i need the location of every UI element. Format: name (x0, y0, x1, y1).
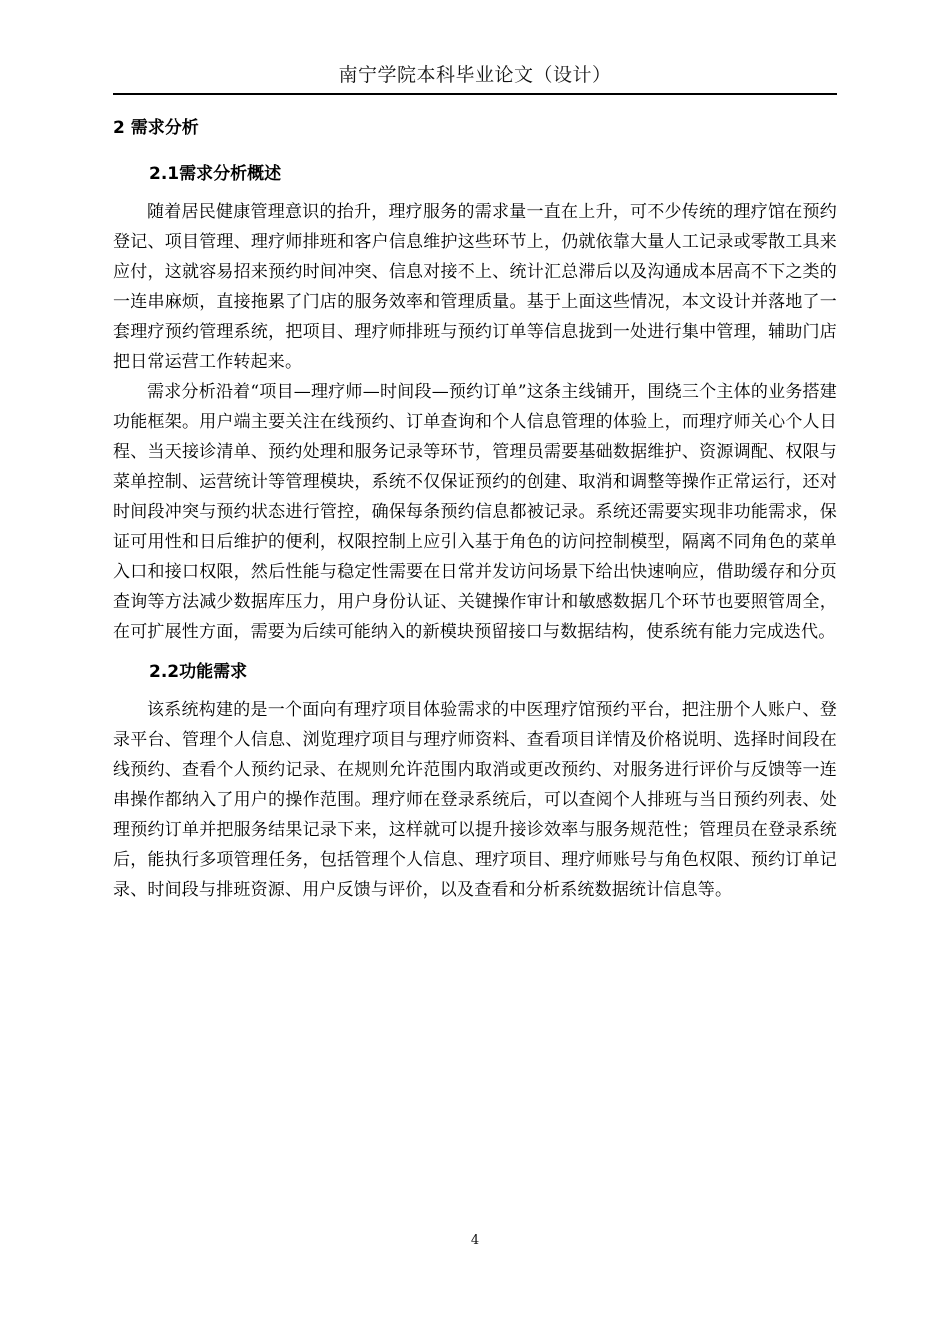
running-header-title: 南宁学院本科毕业论文（设计） (338, 64, 612, 86)
paragraph-2-2-a: 该系统构建的是一个面向有理疗项目体验需求的中医理疗馆预约平台，把注册个人账户、登录平台、管理个人信息、浏览理疗项目与理疗师资料、查看项目详情及价格说明、选择时间段在线预约、查看个人预约记录、在规则允许范围内取消或更改预约、对服务进行评价与反馈等一连串操作都纳入了用户的操作范围。理疗师在登录系统后，可以查阅个人排班与当日预约列表、处理预约订单并把服务结果记录下来，这样就可以提升接诊效率与服务规范性；管理员在登录系统后，能执行多项管理任务，包括管理个人信息、理疗项目、理疗师账号与角色权限、预约订单记录、时间段与排班资源、用户反馈与评价，以及查看和分析系统数据统计信息等。 (113, 700, 837, 900)
subsection-heading-2-1: 2.1需求分析概述 (149, 164, 282, 184)
page-number: 4 (470, 1233, 480, 1248)
subsection-heading-2-2: 2.2功能需求 (149, 662, 248, 682)
paragraph-2-1-b: 需求分析沿着“项目—理疗师—时间段—预约订单”这条主线铺开，围绕三个主体的业务搭建功能框架。用户端主要关注在线预约、订单查询和个人信息管理的体验上，而理疗师关心个人日程、当天接诊清单、预约处理和服务记录等环节，管理员需要基础数据维护、资源调配、权限与菜单控制、运营统计等管理模块，系统不仅保证预约的创建、取消和调整等操作正常运行，还对时间段冲突与预约状态进行管控，确保每条预约信息都被记录。系统还需要实现非功能需求，保证可用性和日后维护的便利，权限控制上应引入基于角色的访问控制模型，隔离不同角色的菜单入口和接口权限，然后性能与稳定性需要在日常并发访问场景下给出快速响应，借助缓存和分页查询等方法减少数据库压力，用户身份认证、关键操作审计和敏感数据几个环节也要照管周全，在可扩展性方面，需要为后续可能纳入的新模块预留接口与数据结构，使系统有能力完成迭代。 (113, 382, 837, 642)
section-heading: 2 需求分析 (113, 118, 199, 138)
page-body (113, 113, 837, 905)
header-rule (113, 93, 837, 95)
paragraph-2-1-a: 随着居民健康管理意识的抬升，理疗服务的需求量一直在上升，可不少传统的理疗馆在预约登记、项目管理、理疗师排班和客户信息维护这些环节上，仍就依靠大量人工记录或零散工具来应付，这就容易招来预约时间冲突、信息对接不上、统计汇总滞后以及沟通成本居高不下之类的一连串麻烦，直接拖累了门店的服务效率和管理质量。基于上面这些情况，本文设计并落地了一套理疗预约管理系统，把项目、理疗师排班与预约订单等信息拢到一处进行集中管理，辅助门店把日常运营工作转起来。 (113, 202, 837, 372)
